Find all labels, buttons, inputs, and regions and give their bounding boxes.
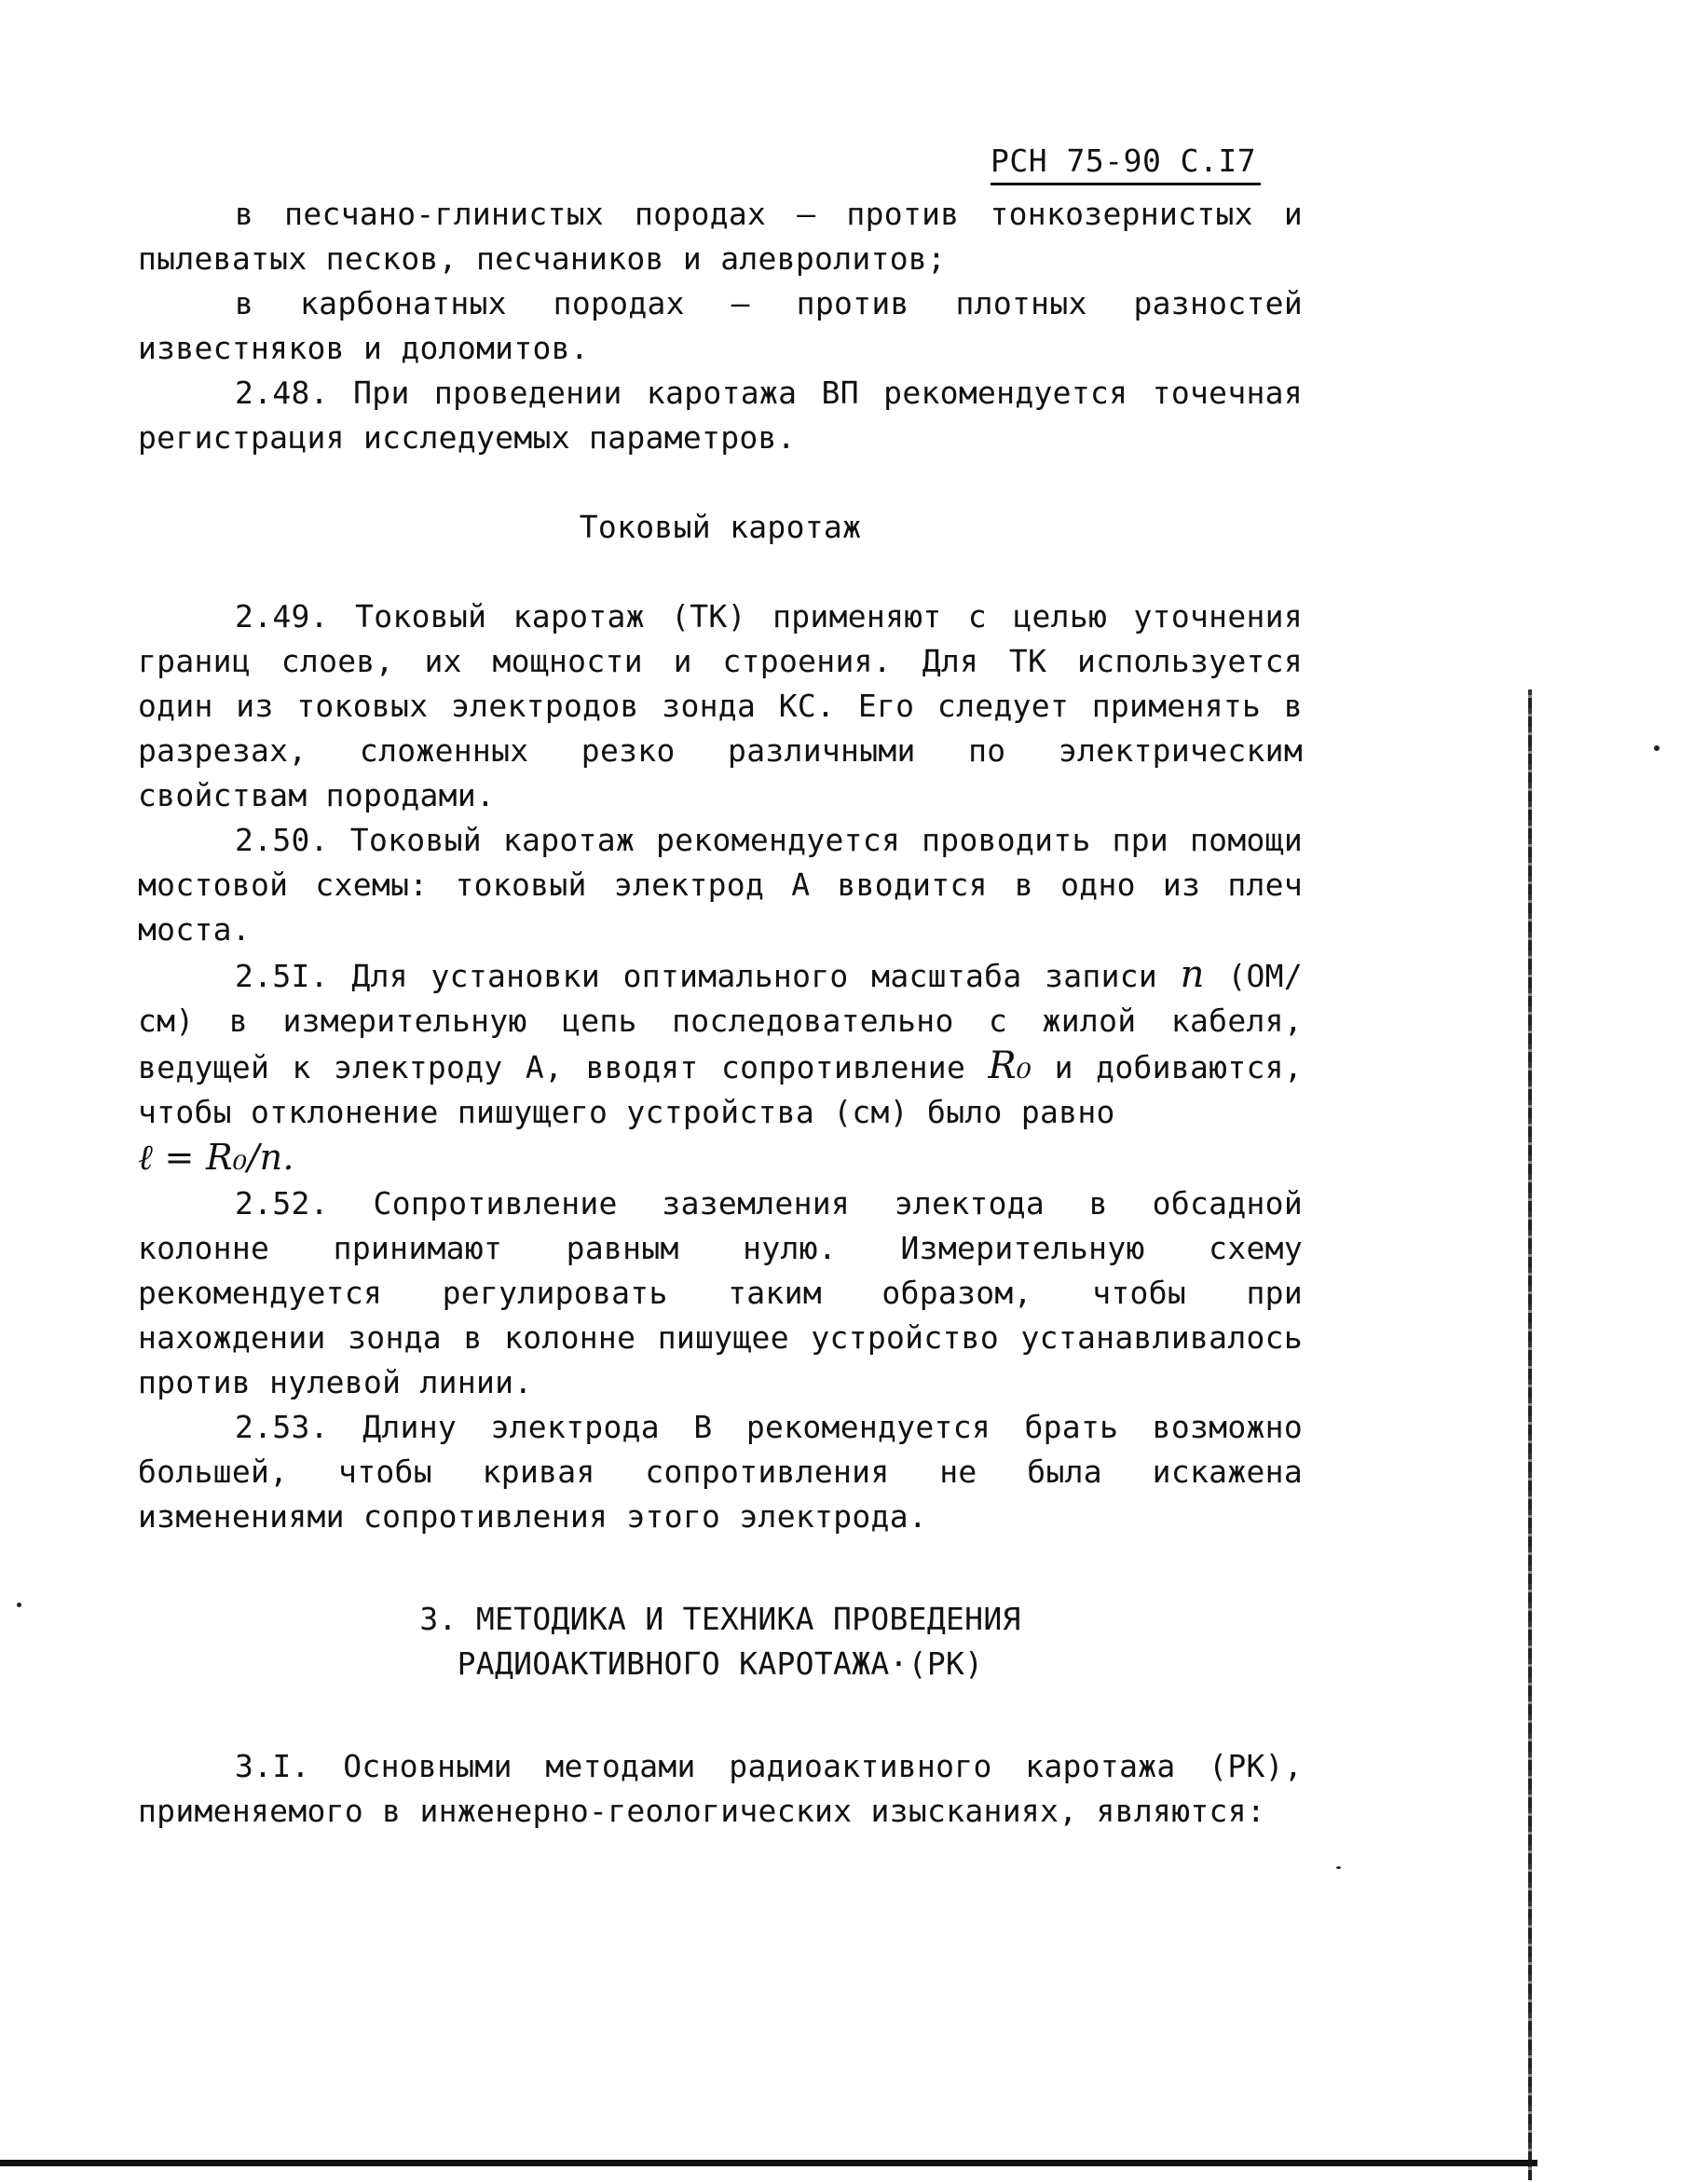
paragraph-2-53: 2.53. Длину электрода В рекомендуется брать возможно большей, чтобы кривая сопротивления не была искажена изменениями сопротивления этого электрода.: [138, 1409, 1303, 1535]
paragraph-3-1: 3.I. Основными методами радиоактивного каротажа (РК), применяемого в инженерно-геологических изысканиях, являются:: [138, 1748, 1303, 1829]
paragraph-2-48: 2.48. При проведении каротажа ВП рекомендуется точечная регистрация исследуемых параметров.: [138, 375, 1303, 456]
paragraph-carbonate: в карбонатных породах – против плотных разностей известняков и доломитов.: [138, 285, 1303, 366]
paragraph-2-51: [138, 952, 1303, 1181]
section-heading-current-logging: Токовый каротаж: [579, 509, 862, 545]
scan-bottom-bar: [0, 2160, 1537, 2166]
page-reference: РСН 75-90 С.I7: [991, 143, 1257, 179]
document-body: [138, 192, 1303, 1834]
paragraph-2-51-part1: 2.5I. Для установки оптимального масштаба записи: [235, 958, 1158, 994]
symbol-r0: R₀: [988, 1044, 1032, 1087]
paragraph-2-49: 2.49. Токовый каротаж (ТК) применяют с целью уточнения границ слоев, их мощности и строения. Для ТК используется один из токовых электродов зонда КС. Его следует применять в разрезах, сложенных резко различными по электрическим свойствам породами.: [138, 598, 1303, 813]
scan-speck: [1336, 1866, 1341, 1869]
paragraph-2-50: 2.50. Токовый каротаж рекомендуется проводить при помощи мостовой схемы: токовый электрод А вводится в одно из плеч моста.: [138, 822, 1303, 948]
symbol-n: n: [1180, 953, 1205, 996]
paragraph-sandy-clay: в песчано-глинистых породах – против тонкозернистых и пылеватых песков, песчаников и алевролитов;: [138, 196, 1303, 277]
formula-l-equals: ℓ = R₀/n.: [138, 1137, 294, 1178]
header-underline: [991, 183, 1261, 185]
section-3-title-line1: 3. МЕТОДИКА И ТЕХНИКА ПРОВЕДЕНИЯ: [419, 1601, 1021, 1637]
paragraph-2-52: 2.52. Сопротивление заземления электода в обсадной колонне принимают равным нулю. Измерительную схему рекомендуется регулировать таким образом, чтобы при нахождении зонда в колонне пишущее устройство устанавливалось против нулевой линии.: [138, 1185, 1303, 1400]
scan-speck: [17, 1603, 21, 1607]
scan-edge-line: [1528, 689, 1532, 2180]
section-3-title-line2: РАДИОАКТИВНОГО КАРОТАЖА·(РК): [457, 1645, 984, 1682]
paragraph-2-51-part3: и добиваются, чтобы отклонение пишущего устройства (см) было равно: [138, 1049, 1303, 1130]
paragraph-2-51-part2: (ОМ/см) в измерительную цепь последовательно с жилой кабеля, ведущей к электроду А, вводят сопротивление: [138, 958, 1303, 1085]
scan-speck: [1654, 745, 1660, 751]
